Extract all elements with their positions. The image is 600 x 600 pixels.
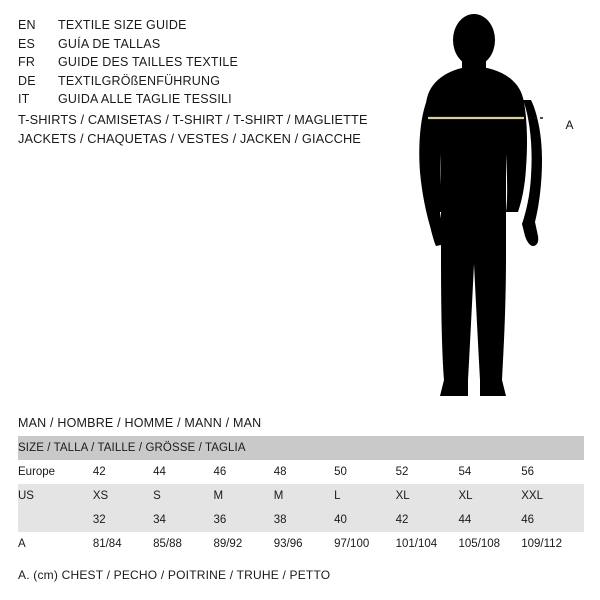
cell: 50: [334, 460, 396, 484]
table-row: [18, 484, 584, 508]
category-headings: [18, 110, 378, 148]
language-code: EN: [18, 18, 36, 32]
row-label: A: [18, 532, 93, 556]
cell: 81/84: [93, 532, 153, 556]
cell: L: [334, 484, 396, 508]
table-title: MAN / HOMBRE / HOMME / MANN / MAN: [18, 416, 262, 430]
cell: 54: [458, 460, 521, 484]
table-row: [18, 532, 584, 556]
cell: 36: [213, 508, 273, 532]
list-item: [18, 72, 358, 91]
cell: 46: [521, 508, 584, 532]
cell: 38: [274, 508, 334, 532]
cell: 44: [458, 508, 521, 532]
table-footnote: A. (cm) CHEST / PECHO / POITRINE / TRUHE / PETTO: [18, 568, 331, 582]
cell: 109/112: [521, 532, 584, 556]
table-row: [18, 508, 584, 532]
category-tshirts: T-SHIRTS / CAMISETAS / T-SHIRT / T-SHIRT / MAGLIETTE: [18, 112, 368, 127]
cell: 89/92: [213, 532, 273, 556]
language-code: IT: [18, 92, 30, 106]
language-title: TEXTILE SIZE GUIDE: [58, 18, 187, 32]
size-table-area: [18, 416, 584, 582]
cell: 52: [396, 460, 459, 484]
row-label: Europe: [18, 460, 93, 484]
list-item: [18, 90, 358, 109]
table-row-header: [18, 436, 584, 460]
row-label: [18, 508, 93, 532]
cell: 56: [521, 460, 584, 484]
cell: 46: [213, 460, 273, 484]
table-header-label: SIZE / TALLA / TAILLE / GRÖSSE / TAGLIA: [18, 436, 584, 460]
language-title: GUÍA DE TALLAS: [58, 36, 161, 51]
cell: M: [213, 484, 273, 508]
language-code: ES: [18, 36, 36, 51]
cell: 34: [153, 508, 213, 532]
cell: XL: [458, 484, 521, 508]
cell: 93/96: [274, 532, 334, 556]
cell: 101/104: [396, 532, 459, 556]
cell: XS: [93, 484, 153, 508]
cell: 42: [396, 508, 459, 532]
cell: M: [274, 484, 334, 508]
cell: 40: [334, 508, 396, 532]
row-label: US: [18, 484, 93, 508]
language-list: [18, 16, 358, 109]
cell: XL: [396, 484, 459, 508]
cell: 32: [93, 508, 153, 532]
list-item: [18, 53, 358, 72]
cell: 105/108: [458, 532, 521, 556]
list-item: [18, 35, 358, 54]
cell: 97/100: [334, 532, 396, 556]
size-table: [18, 436, 584, 556]
measure-label-a: A: [565, 118, 574, 132]
category-jackets: JACKETS / CHAQUETAS / VESTES / JACKEN / GIACCHE: [18, 131, 361, 146]
table-row: [18, 460, 584, 484]
cell: 44: [153, 460, 213, 484]
list-item: [18, 16, 358, 35]
language-title: TEXTILGRÖßENFÜHRUNG: [58, 73, 221, 88]
cell: S: [153, 484, 213, 508]
body-silhouette-icon: [394, 14, 574, 404]
language-title: GUIDA ALLE TAGLIE TESSILI: [58, 92, 232, 106]
language-title: GUIDE DES TAILLES TEXTILE: [58, 55, 239, 69]
cell: 48: [274, 460, 334, 484]
cell: 42: [93, 460, 153, 484]
male-figure-illustration: [394, 14, 574, 404]
language-code: DE: [18, 73, 36, 88]
cell: XXL: [521, 484, 584, 508]
cell: 85/88: [153, 532, 213, 556]
language-code: FR: [18, 55, 36, 69]
